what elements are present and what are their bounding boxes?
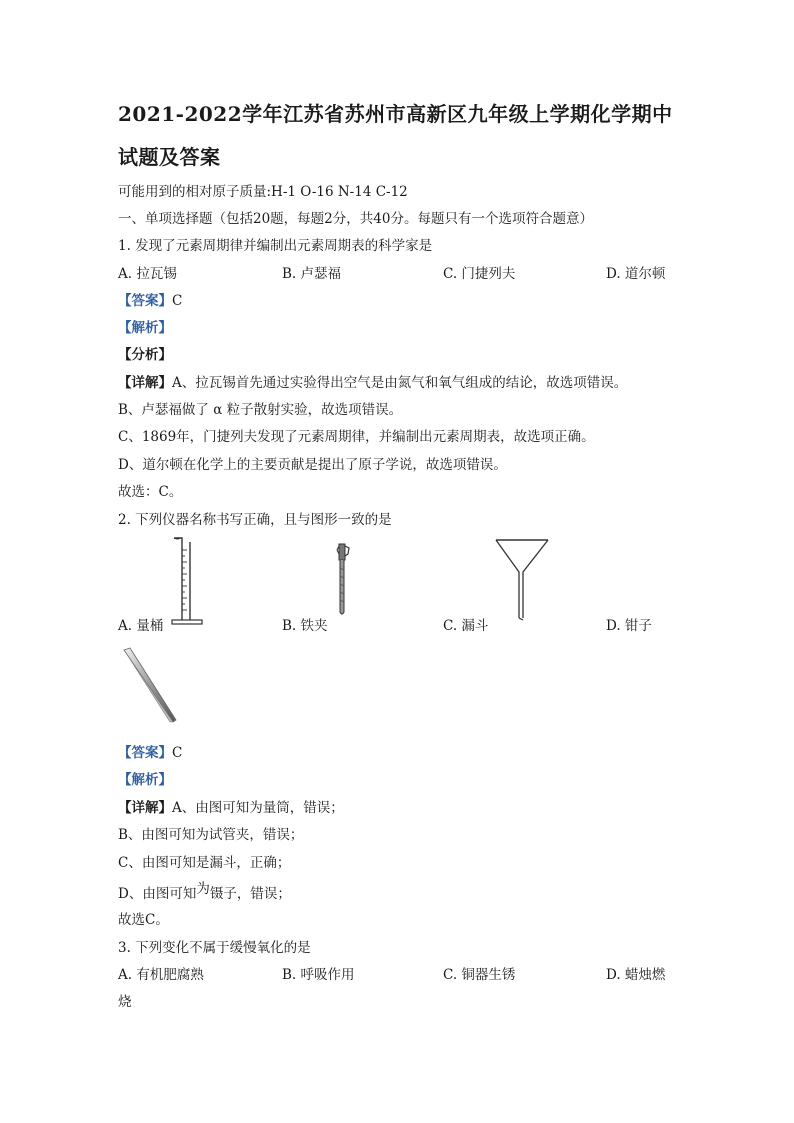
q2-conclusion: 故选C。 [118, 912, 169, 928]
q1-detail-b: B、卢瑟福做了 α 粒子散射实验，故选项错误。 [118, 402, 403, 418]
q2-detail-c: C、由图可知是漏斗，正确； [118, 855, 291, 871]
graduated-cylinder-figure [168, 536, 208, 626]
atomic-mass-line: 可能用到的相对原子质量:H-1 O-16 N-14 C-12 [118, 184, 408, 200]
q1-answer-value: C [172, 293, 183, 309]
q2-analysis-line [118, 768, 172, 788]
q3-option-d-wrap: 烧 [118, 994, 132, 1010]
q2-answer-value: C [172, 745, 183, 761]
q2-option-d: D. 钳子 [606, 618, 652, 634]
q1-fenxi-line [118, 343, 172, 363]
analysis-tag: 【解析】 [118, 772, 172, 788]
q1-option-c: C. 门捷列夫 [443, 266, 516, 282]
document-title-line1: 2021-2022学年江苏省苏州市高新区九年级上学期化学期中 [118, 102, 673, 126]
answer-tag: 【答案】 [118, 293, 172, 309]
q2-answer-line [118, 741, 182, 761]
q1-option-a: A. 拉瓦锡 [118, 266, 177, 282]
q2-stem: 2. 下列仪器名称书写正确，且与图形一致的是 [118, 512, 392, 528]
q2-detail-b: B、由图可知为试管夹，错误； [118, 827, 304, 843]
q2-detail-d-raised: 为 [196, 881, 210, 897]
q1-answer-line [118, 289, 182, 309]
q1-detail-a [118, 371, 627, 391]
q1-detail-a-text: A、拉瓦锡首先通过实验得出空气是由氮气和氧气组成的结论，故选项错误。 [172, 375, 628, 391]
q1-analysis-line [118, 316, 172, 336]
answer-tag: 【答案】 [118, 745, 172, 761]
q3-option-b: B. 呼吸作用 [282, 967, 355, 983]
detail-tag: 【详解】 [118, 800, 172, 816]
detail-tag: 【详解】 [118, 375, 172, 391]
q2-detail-d [118, 882, 291, 902]
q3-option-d: D. 蜡烛燃 [606, 967, 666, 983]
q3-stem: 3. 下列变化不属于缓慢氧化的是 [118, 940, 311, 956]
q2-option-c: C. 漏斗 [443, 618, 489, 634]
q2-detail-d-post: 镊子，错误； [209, 886, 291, 902]
section-header: 一、单项选择题（包括20题，每题2分，共40分。每题只有一个选项符合题意） [118, 211, 593, 227]
funnel-figure [494, 538, 550, 622]
document-title-line2: 试题及答案 [118, 145, 221, 169]
q1-detail-d: D、道尔顿在化学上的主要贡献是提出了原子学说，故选项错误。 [118, 457, 507, 473]
q2-option-a: A. 量桶 [118, 618, 164, 634]
q1-detail-c: C、1869年，门捷列夫发现了元素周期律，并编制出元素周期表，故选项正确。 [118, 429, 595, 445]
q1-conclusion: 故选：C。 [118, 484, 183, 500]
q1-option-d: D. 道尔顿 [606, 266, 666, 282]
tweezers-figure [120, 646, 182, 726]
q2-option-b: B. 铁夹 [282, 618, 328, 634]
q1-stem: 1. 发现了元素周期律并编制出元素周期表的科学家是 [118, 238, 433, 254]
fenxi-tag: 【分析】 [118, 347, 172, 363]
q3-option-a: A. 有机肥腐熟 [118, 967, 204, 983]
q1-option-b: B. 卢瑟福 [282, 266, 342, 282]
q2-detail-a [118, 796, 344, 816]
test-tube-clamp-figure [332, 540, 354, 618]
analysis-tag: 【解析】 [118, 320, 172, 336]
q3-option-c: C. 铜器生锈 [443, 967, 516, 983]
q2-detail-a-text: A、由图可知为量筒，错误； [172, 800, 344, 816]
q2-detail-d-pre: D、由图可知 [118, 886, 197, 902]
